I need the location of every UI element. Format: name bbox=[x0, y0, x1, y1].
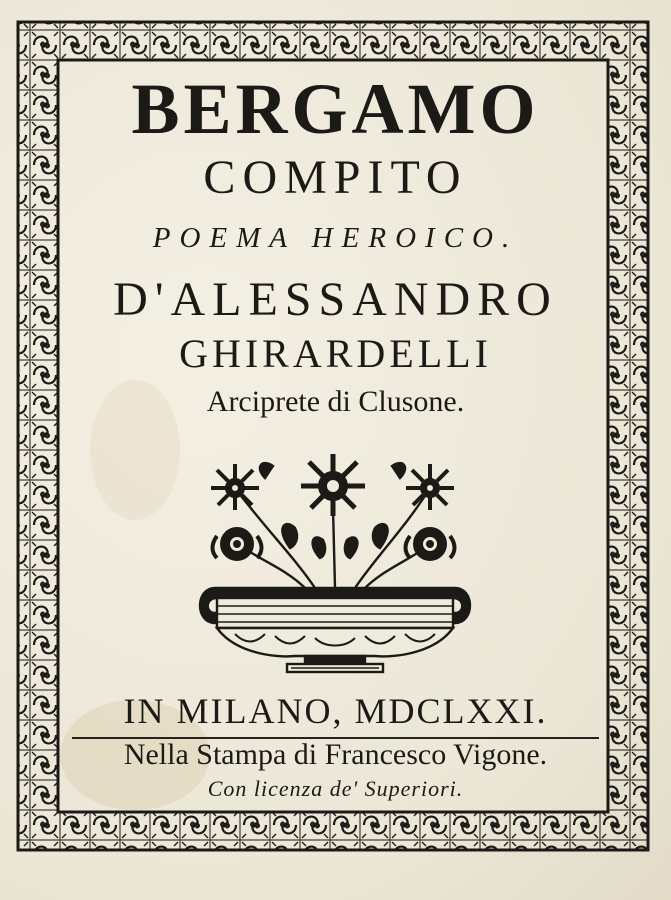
subtitle: POEMA HEROICO. bbox=[152, 222, 519, 254]
license-line: Con licenza de' Superiori. bbox=[207, 776, 464, 801]
printer-line: Nella Stampa di Francesco Vigone. bbox=[123, 738, 548, 771]
author-line-1: D'ALESSANDRO bbox=[113, 273, 558, 326]
author-line-2: GHIRARDELLI bbox=[179, 331, 492, 376]
flower-vase-woodcut-icon bbox=[195, 448, 475, 688]
author-role: Arciprete di Clusone. bbox=[206, 385, 465, 418]
imprint: IN MILANO, MDCLXXI. bbox=[123, 691, 548, 731]
title-line-2: COMPITO bbox=[203, 151, 468, 204]
title-line-1: BERGAMO bbox=[131, 69, 540, 149]
